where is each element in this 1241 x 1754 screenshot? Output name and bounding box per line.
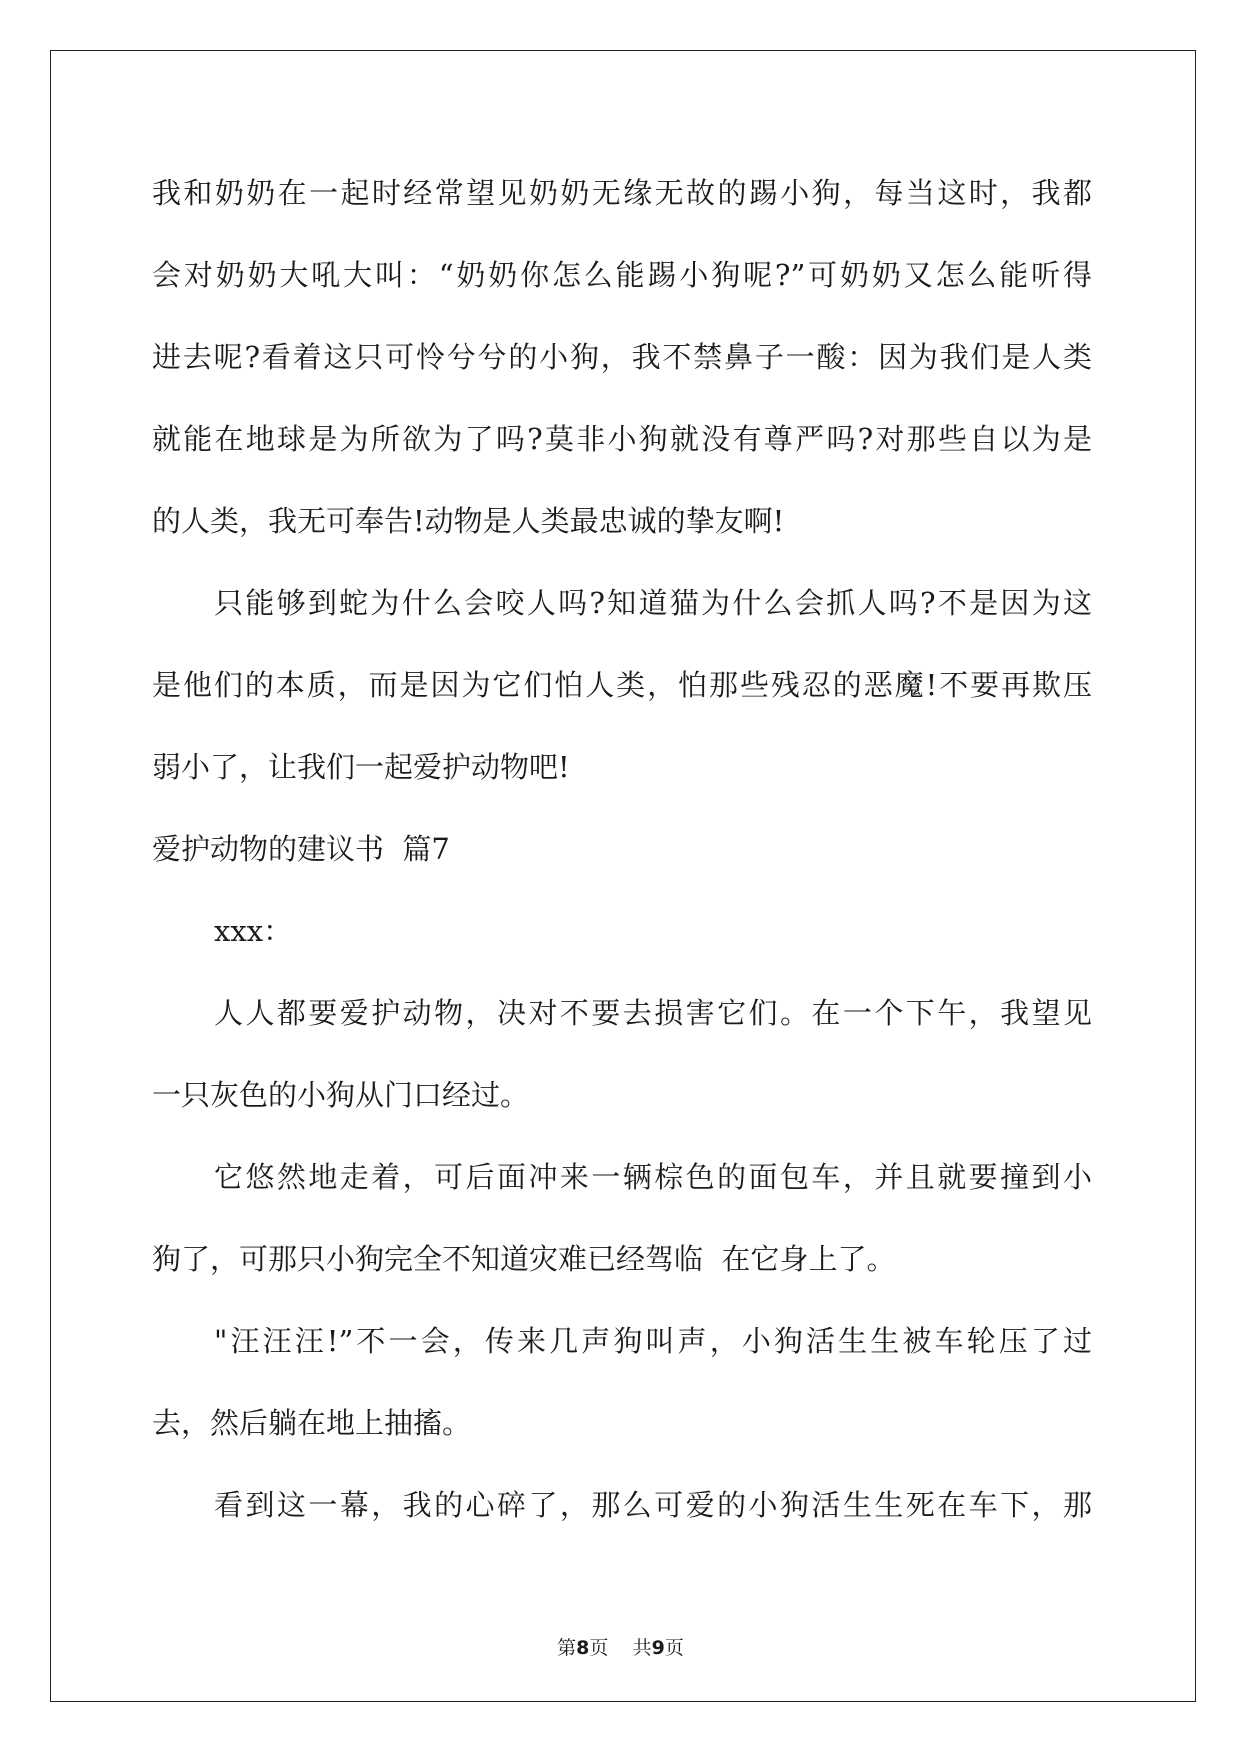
text-line: 人人都要爱护动物，决对不要去损害它们。在一个下午，我望见 [214,996,1092,1030]
text-line: 是他们的本质，而是因为它们怕人类，怕那些残忍的恶魔!不要再欺压 [152,668,1092,702]
text-line: 会对奶奶大吼大叫：“奶奶你怎么能踢小狗呢?”可奶奶又怎么能听得 [152,258,1092,292]
text-line: 就能在地球是为所欲为了吗?莫非小狗就没有尊严吗?对那些自以为是 [152,422,1092,456]
text-line: 的人类，我无可奉告!动物是人类最忠诚的挚友啊! [152,504,785,538]
page-footer [0,1633,1241,1660]
text-line: 只能够到蛇为什么会咬人吗?知道猫为什么会抓人吗?不是因为这 [214,586,1092,620]
text-line: 狗了，可那只小狗完全不知道灾难已经驾临 在它身上了。 [152,1242,896,1276]
text-line: 弱小了，让我们一起爱护动物吧! [152,750,570,784]
document-body [152,152,1092,1546]
footer-prefix: 第 [557,1637,577,1659]
salutation: xxx： [214,914,293,948]
text-line: 看到这一幕，我的心碎了，那么可爱的小狗活生生死在车下，那 [214,1488,1092,1522]
current-page-number: 8 [576,1637,590,1659]
text-line: 一只灰色的小狗从门口经过。 [152,1078,530,1112]
text-line: 去，然后躺在地上抽搐。 [152,1406,472,1440]
text-line: 我和奶奶在一起时经常望见奶奶无缘无故的踢小狗，每当这时，我都 [152,176,1092,210]
total-page-number: 9 [651,1637,665,1659]
text-line: 进去呢?看着这只可怜兮兮的小狗，我不禁鼻子一酸：因为我们是人类 [152,340,1092,374]
footer-middle: 页 共 [589,1637,652,1659]
section-heading: 爱护动物的建议书 篇7 [152,832,450,866]
text-line: "汪汪汪!”不一会，传来几声狗叫声，小狗活生生被车轮压了过 [214,1324,1092,1358]
footer-suffix: 页 [664,1637,684,1659]
text-line: 它悠然地走着，可后面冲来一辆棕色的面包车，并且就要撞到小 [214,1160,1092,1194]
